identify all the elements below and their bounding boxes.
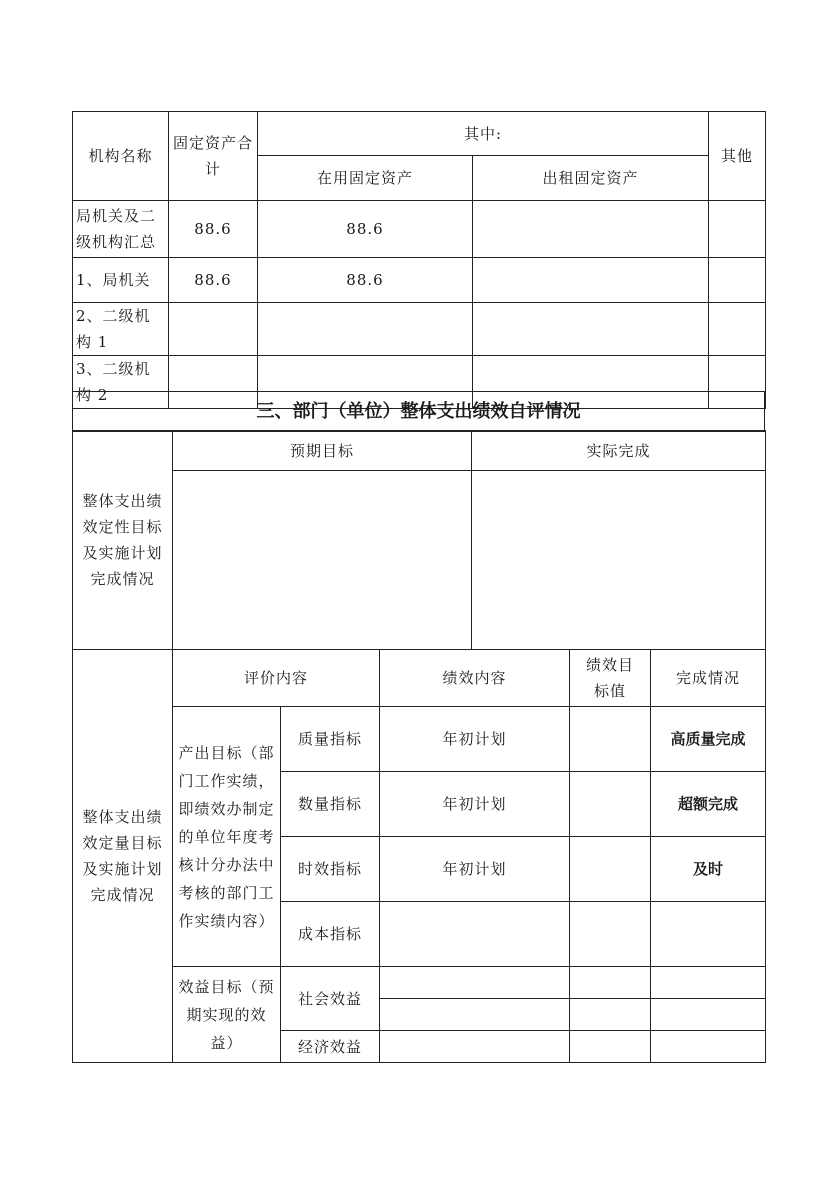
completion-header: 完成情况 <box>651 650 766 707</box>
actual-complete-header: 实际完成 <box>472 431 766 471</box>
row-name: 1、局机关 <box>73 258 169 303</box>
target-value-cell <box>570 707 651 772</box>
target-value-cell <box>570 999 651 1031</box>
quantitative-table <box>72 649 766 1063</box>
row-name: 3、二级机构 2 <box>73 356 169 409</box>
row-other <box>709 258 766 303</box>
perf-content-header: 绩效内容 <box>380 650 570 707</box>
target-value-cell <box>570 837 651 902</box>
row-in-use: 88.6 <box>258 258 473 303</box>
row-total <box>169 303 258 356</box>
row-name: 局机关及二级机构汇总 <box>73 201 169 258</box>
perf-content-cell: 年初计划 <box>380 772 570 837</box>
row-name: 2、二级机构 1 <box>73 303 169 356</box>
indicator-cell: 时效指标 <box>281 837 380 902</box>
qualitative-label: 整体支出绩效定性目标及实施计划完成情况 <box>73 431 173 650</box>
row-other <box>709 303 766 356</box>
row-in-use <box>258 303 473 356</box>
row-in-use: 88.6 <box>258 201 473 258</box>
completion-cell <box>651 999 766 1031</box>
section-title: 三、部门（单位）整体支出绩效自评情况 <box>73 392 765 432</box>
quantitative-label: 整体支出绩效定量目标及实施计划完成情况 <box>73 650 173 1063</box>
benefit-goal-cell: 效益目标（预期实现的效益） <box>173 967 281 1063</box>
row-leased <box>473 201 709 258</box>
expected-goal-cell <box>173 471 472 650</box>
row-total: 88.6 <box>169 258 258 303</box>
output-goal-cell: 产出目标（部门工作实绩，即绩效办制定的单位年度考核计分办法中考核的部门工作实绩内容） <box>173 707 281 967</box>
row-leased <box>473 258 709 303</box>
header-other: 其他 <box>709 112 766 201</box>
completion-cell <box>651 1031 766 1063</box>
target-value-cell <box>570 1031 651 1063</box>
header-leased: 出租固定资产 <box>473 156 709 201</box>
indicator-cell: 质量指标 <box>281 707 380 772</box>
indicator-cell: 成本指标 <box>281 902 380 967</box>
perf-content-cell <box>380 967 570 999</box>
row-other <box>709 201 766 258</box>
row-total: 88.6 <box>169 201 258 258</box>
completion-cell: 超额完成 <box>651 772 766 837</box>
indicator-cell: 社会效益 <box>281 967 380 1031</box>
target-value-header: 绩效目标值 <box>570 650 651 707</box>
target-value-cell <box>570 967 651 999</box>
perf-content-cell <box>380 902 570 967</box>
fixed-assets-table <box>72 111 766 409</box>
expected-goal-header: 预期目标 <box>173 431 472 471</box>
indicator-cell: 经济效益 <box>281 1031 380 1063</box>
header-fixed-total: 固定资产合计 <box>169 112 258 201</box>
perf-content-cell: 年初计划 <box>380 707 570 772</box>
row-leased <box>473 303 709 356</box>
eval-content-header: 评价内容 <box>173 650 380 707</box>
target-value-cell <box>570 902 651 967</box>
perf-content-cell <box>380 1031 570 1063</box>
completion-cell <box>651 967 766 999</box>
indicator-cell: 数量指标 <box>281 772 380 837</box>
qualitative-table <box>72 430 766 650</box>
completion-cell <box>651 902 766 967</box>
actual-complete-cell <box>472 471 766 650</box>
completion-cell: 高质量完成 <box>651 707 766 772</box>
perf-content-cell: 年初计划 <box>380 837 570 902</box>
completion-cell: 及时 <box>651 837 766 902</box>
header-org-name: 机构名称 <box>73 112 169 201</box>
perf-content-cell <box>380 999 570 1031</box>
section-title-table <box>72 391 765 432</box>
header-of-which: 其中: <box>258 112 709 156</box>
header-in-use: 在用固定资产 <box>258 156 473 201</box>
target-value-cell <box>570 772 651 837</box>
